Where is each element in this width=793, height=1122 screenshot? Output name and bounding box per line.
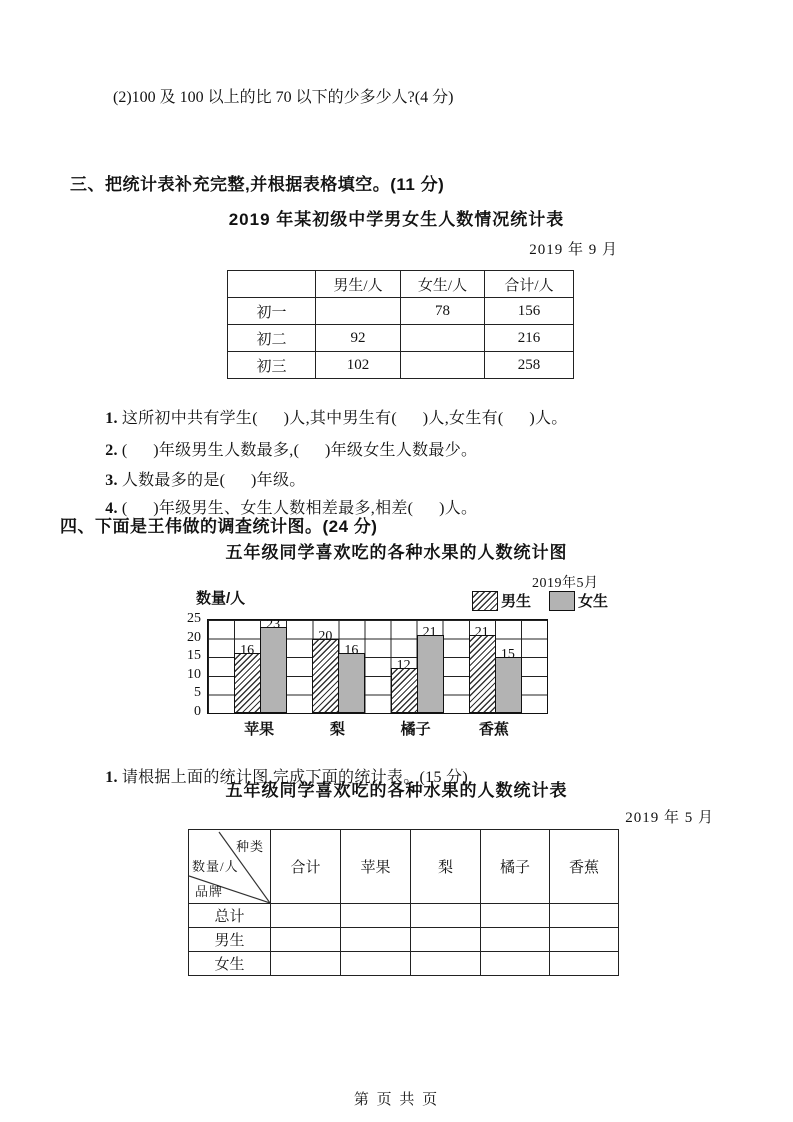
ytick-label: 10 (187, 666, 201, 682)
question-text: ( )年级男生人数最多,( )年级女生人数最少。 (121, 442, 478, 459)
table-cell (411, 952, 481, 976)
category-label-梨: 梨 (329, 721, 345, 738)
table-row (189, 952, 619, 976)
y-axis-label: 数量/人 (196, 590, 246, 607)
column-header: 男生/人 (316, 271, 401, 298)
bar-男生-香蕉 (469, 635, 496, 713)
ytick-label: 15 (187, 648, 201, 664)
row-header: 男生 (189, 928, 271, 952)
table-cell (271, 904, 341, 928)
fruit-stats-table (188, 829, 619, 976)
table-row (228, 298, 574, 325)
column-header: 香蕉 (550, 830, 619, 904)
diagonal-corner-cell (189, 830, 271, 904)
question-text: 请根据上面的统计图,完成下面的统计表。(15 分) (121, 769, 468, 786)
table-cell (550, 904, 619, 928)
bar-value-label: 20 (318, 628, 333, 644)
table-cell: 216 (485, 325, 574, 352)
bar-value-label: 16 (240, 643, 255, 659)
bar-value-label: 15 (500, 647, 515, 663)
table-cell: 78 (401, 298, 485, 325)
section3-heading: 三、把统计表补充完整,并根据表格填空。(11 分) (70, 175, 445, 194)
question-text: ( )年级男生、女生人数相差最多,相差( )人。 (121, 500, 478, 517)
row-header: 女生 (189, 952, 271, 976)
table-cell: 102 (316, 352, 401, 379)
row-header: 初三 (228, 352, 316, 379)
column-header: 橘子 (481, 830, 550, 904)
column-header: 合计/人 (485, 271, 574, 298)
bar-女生-苹果 (260, 627, 287, 713)
table-cell (481, 952, 550, 976)
corner-label-kind: 种类 (235, 839, 264, 854)
column-header: 苹果 (341, 830, 411, 904)
legend-female-swatch (549, 591, 575, 611)
category-label-香蕉: 香蕉 (478, 721, 509, 738)
table-row (228, 352, 574, 379)
table-cell (550, 952, 619, 976)
table-cell (481, 904, 550, 928)
table-cell: 156 (485, 298, 574, 325)
legend-male-label: 男生 (501, 593, 532, 610)
corner-label-brand: 品牌 (195, 884, 224, 899)
table-row (228, 325, 574, 352)
table-cell (271, 928, 341, 952)
table1-title: 2019 年某初级中学男女生人数情况统计表 (228, 210, 565, 229)
table-cell (411, 904, 481, 928)
question-number: 3. (105, 472, 118, 489)
table-cell (411, 928, 481, 952)
column-header: 梨 (411, 830, 481, 904)
question-2-top: (2)100 及 100 以上的比 70 以下的少多少人?(4 分) (113, 89, 454, 106)
table2-title: 五年级同学喜欢吃的各种水果的人数统计表 (225, 781, 568, 800)
table-cell (550, 928, 619, 952)
table-cell (341, 904, 411, 928)
chart-legend (472, 590, 608, 611)
table1-date: 2019 年 9 月 (529, 242, 618, 258)
question-number: 4. (105, 500, 118, 517)
table-cell (228, 271, 316, 298)
bar-男生-苹果 (234, 653, 261, 713)
column-header: 女生/人 (401, 271, 485, 298)
table-row (189, 830, 619, 904)
table-row (189, 904, 619, 928)
row-header: 总计 (189, 904, 271, 928)
fruit-bar-chart (180, 568, 625, 746)
bar-女生-梨 (338, 653, 365, 713)
table-row (228, 271, 574, 298)
chart-plot (207, 619, 548, 714)
column-header: 合计 (271, 830, 341, 904)
table2-date: 2019 年 5 月 (625, 810, 714, 826)
grade-stats-table (227, 270, 574, 379)
section4-heading: 四、下面是王伟做的调查统计图。(24 分) (60, 517, 378, 536)
question-number: 2. (105, 442, 118, 459)
bar-value-label: 12 (396, 658, 411, 674)
bar-value-label: 21 (422, 624, 437, 640)
bar-value-label: 21 (474, 624, 489, 640)
question-text: 人数最多的是( )年级。 (121, 472, 306, 489)
bar-女生-香蕉 (495, 657, 522, 713)
ytick-label: 25 (187, 611, 201, 626)
chart-date: 2019年5月 (532, 576, 599, 591)
table-cell (341, 952, 411, 976)
table-cell (481, 928, 550, 952)
bar-女生-橘子 (417, 635, 444, 713)
bar-男生-橘子 (391, 668, 418, 713)
legend-male-swatch (472, 591, 498, 611)
chart-categories (207, 718, 546, 740)
ytick-label: 5 (194, 685, 201, 701)
table-cell (341, 928, 411, 952)
page-footer: 第 页 共 页 (353, 1092, 440, 1108)
question-number: 1. (105, 410, 118, 427)
table-cell (316, 298, 401, 325)
table-cell: 92 (316, 325, 401, 352)
bar-value-label: 23 (266, 617, 281, 633)
category-label-苹果: 苹果 (244, 721, 275, 738)
ytick-label: 0 (194, 704, 201, 719)
table-cell (401, 325, 485, 352)
row-header: 初一 (228, 298, 316, 325)
table-cell (271, 952, 341, 976)
row-header: 初二 (228, 325, 316, 352)
category-label-橘子: 橘子 (400, 721, 431, 738)
table-cell: 258 (485, 352, 574, 379)
question-number: 1. (105, 769, 118, 786)
table-cell (401, 352, 485, 379)
bar-value-label: 16 (344, 643, 359, 659)
table-row (189, 928, 619, 952)
question-text: 这所初中共有学生( )人,其中男生有( )人,女生有( )人。 (121, 410, 568, 427)
ytick-label: 20 (187, 629, 201, 645)
legend-female-label: 女生 (578, 593, 609, 610)
chart-title: 五年级同学喜欢吃的各种水果的人数统计图 (225, 543, 568, 562)
corner-label-quantity: 数量/人 (192, 859, 239, 874)
chart-yticks (180, 611, 203, 719)
